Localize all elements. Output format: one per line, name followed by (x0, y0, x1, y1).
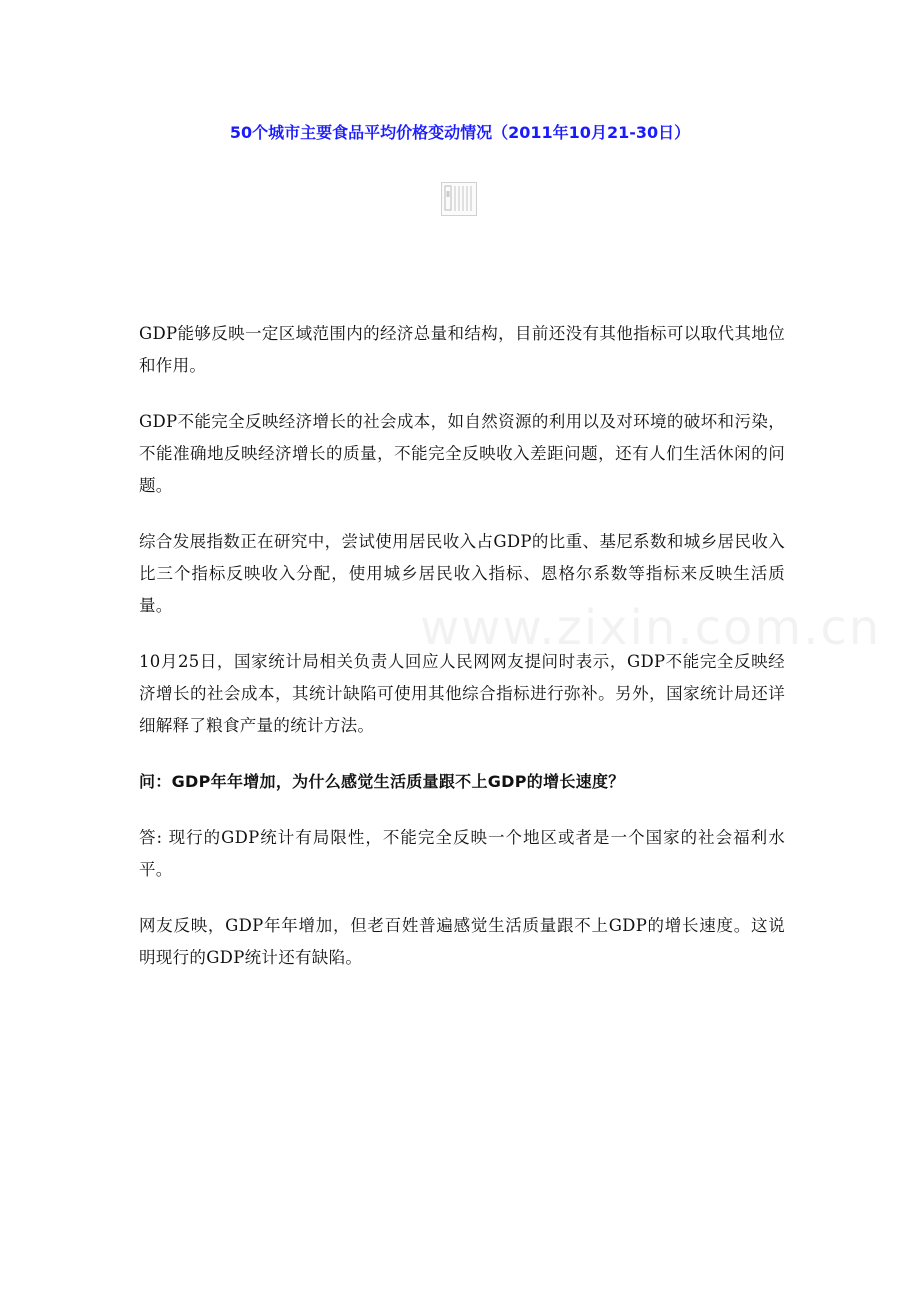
paragraph-1: GDP能够反映一定区域范围内的经济总量和结构，目前还没有其他指标可以取代其地位和作用。 (139, 324, 785, 375)
watermark: www.zixin.com.cn (420, 600, 882, 656)
document-title[interactable]: 50个城市主要食品平均价格变动情况（2011年10月21-30日） (229, 123, 691, 142)
paragraph-2: GDP不能完全反映经济增长的社会成本，如自然资源的利用以及对环境的破坏和污染，不能准确地反映经济增长的质量，不能完全反映收入差距问题，还有人们生活休闲的问题。 (139, 412, 785, 495)
answer-paragraph: 答: 现行的GDP统计有局限性，不能完全反映一个地区或者是一个国家的社会福利水平。 (139, 828, 785, 879)
document-thumbnail-icon (441, 182, 477, 216)
paragraph-4: 10月25日，国家统计局相关负责人回应人民网网友提问时表示，GDP不能完全反映经济增长的社会成本，其统计缺陷可使用其他综合指标进行弥补。另外，国家统计局还详细解释了粮食产量的统计方法。 (139, 652, 785, 735)
question-paragraph: 问：GDP年年增加，为什么感觉生活质量跟不上GDP的增长速度？ (139, 772, 625, 791)
paragraph-3: 综合发展指数正在研究中，尝试使用居民收入占GDP的比重、基尼系数和城乡居民收入比三个指标反映收入分配，使用城乡居民收入指标、恩格尔系数等指标来反映生活质量。 (139, 532, 785, 615)
article-body (139, 318, 785, 998)
paragraph-7: 网友反映，GDP年年增加，但老百姓普遍感觉生活质量跟不上GDP的增长速度。这说明现行的GDP统计还有缺陷。 (139, 916, 785, 967)
